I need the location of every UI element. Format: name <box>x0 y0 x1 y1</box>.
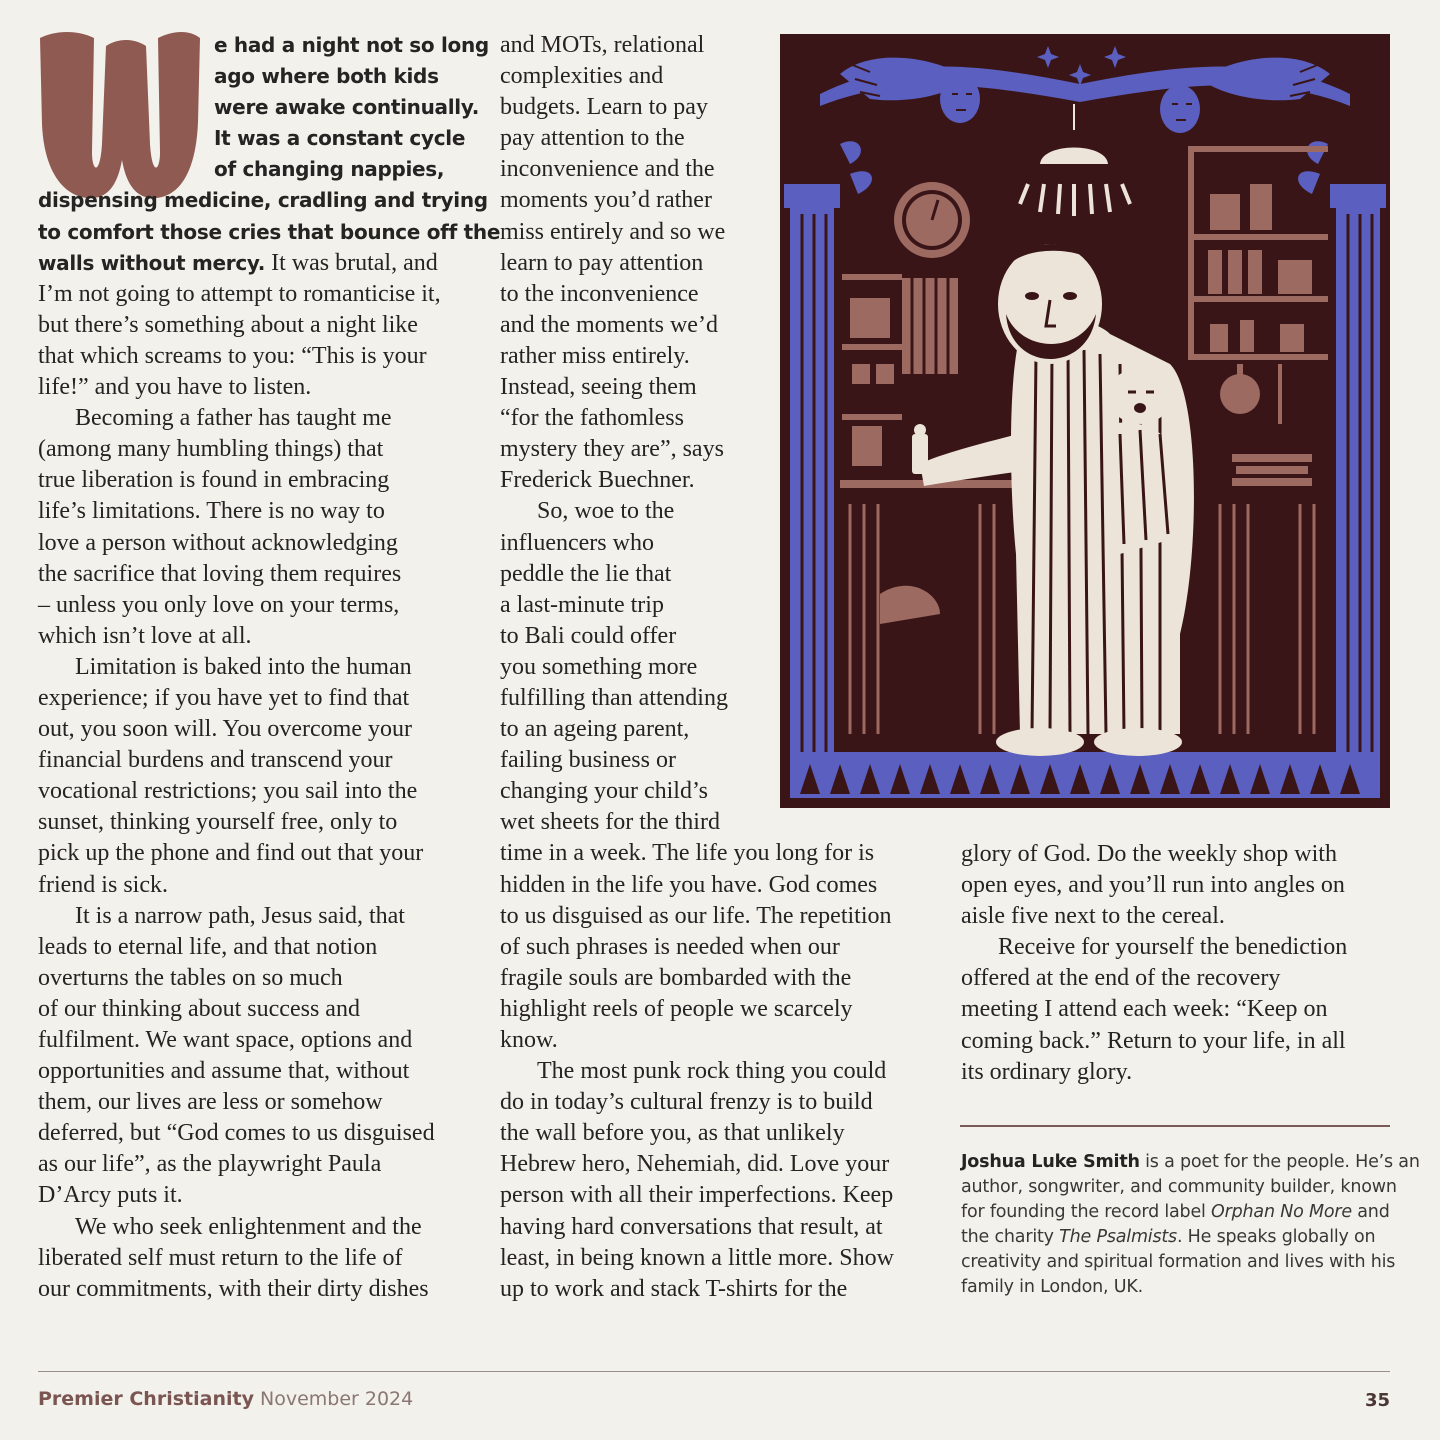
text-line: least, in being known a little more. Show <box>500 1244 894 1271</box>
text-line: to comfort those cries that bounce off the <box>38 219 501 244</box>
charity-name: The Psalmists <box>1059 1227 1177 1247</box>
bio-line: creativity and spiritual formation and lives with his <box>961 1252 1396 1272</box>
text-line: life!” and you have to listen. <box>38 374 312 401</box>
text-line: It is a narrow path, Jesus said, that <box>75 902 405 929</box>
text-line: to the inconvenience <box>500 280 699 307</box>
text-line: to us disguised as our life. The repetition <box>500 902 892 929</box>
text-line: e had a night not so long <box>214 33 489 57</box>
text-line: leads to eternal life, and that notion <box>38 933 378 960</box>
text-line: sunset, thinking yourself free, only to <box>38 809 398 836</box>
text-line: ago where both kids <box>214 64 439 89</box>
text-line: miss entirely and so we <box>500 218 726 245</box>
text-line: pick up the phone and find out that your <box>38 840 424 867</box>
text-line: to Bali could offer <box>500 622 677 649</box>
text-line: I’m not going to attempt to romanticise it, <box>38 280 441 307</box>
text-line: but there’s something about a night like <box>38 311 418 338</box>
author-name: Joshua Luke Smith <box>961 1152 1140 1172</box>
bio-line: author, songwriter, and community builder, known <box>961 1177 1397 1197</box>
bio-line: for founding the record label Orphan No More and <box>961 1202 1390 1222</box>
text-line: learn to pay attention <box>500 249 704 276</box>
text-line: and the moments we’d <box>500 311 718 338</box>
text-line: failing business or <box>500 747 676 774</box>
text-line: Instead, seeing them <box>500 374 697 401</box>
text-line: changing your child’s <box>500 778 708 805</box>
text-line: Receive for yourself the benediction <box>998 934 1348 961</box>
bio-line: the charity The Psalmists. He speaks globally on <box>961 1227 1376 1247</box>
text-line: glory of God. Do the weekly shop with <box>961 841 1337 867</box>
bio-line: family in London, UK. <box>961 1277 1144 1297</box>
text-line: Hebrew hero, Nehemiah, did. Love your <box>500 1151 890 1178</box>
text-line: love a person without acknowledging <box>38 529 398 556</box>
text-line: having hard conversations that result, at <box>500 1213 883 1240</box>
footer-divider <box>38 1371 1390 1372</box>
text-line: mystery they are”, says <box>500 436 724 463</box>
text-line: Frederick Buechner. <box>500 467 695 494</box>
text-line: wet sheets for the third <box>500 809 720 836</box>
text-line: budgets. Learn to pay <box>500 94 708 121</box>
text-line: the sacrifice that loving them requires <box>38 560 402 587</box>
text-line: person with all their imperfections. Keep <box>500 1182 894 1209</box>
text-line: Becoming a father has taught me <box>75 405 392 432</box>
text-line: aisle five next to the cereal. <box>961 903 1225 930</box>
text-line: inconvenience and the <box>500 156 715 183</box>
text-line: experience; if you have yet to find that <box>38 684 410 711</box>
text-line: coming back.” Return to your life, in all <box>961 1027 1346 1054</box>
text-line: true liberation is found in embracing <box>38 467 390 494</box>
text-line: of such phrases is needed when our <box>500 933 840 960</box>
text-line: vocational restrictions; you sail into the <box>38 778 418 805</box>
text-line: and MOTs, relational <box>500 32 705 58</box>
text-line: life’s limitations. There is no way to <box>38 498 385 525</box>
text-line: The most punk rock thing you could <box>537 1058 887 1085</box>
text-line: you something more <box>500 653 698 680</box>
text-line: of changing nappies, <box>214 157 445 182</box>
text-line: – unless you only love on your terms, <box>38 591 400 618</box>
article-column-1 <box>38 30 501 1305</box>
text-line: It was a constant cycle <box>214 126 466 151</box>
text-line: as our life”, as the playwright Paula <box>38 1151 382 1178</box>
text-line: the wall before you, as that unlikely <box>500 1120 845 1147</box>
text-line: liberated self must return to the life of <box>38 1244 403 1271</box>
bio-line: Joshua Luke Smith is a poet for the people. He’s an <box>961 1152 1420 1172</box>
text-line: pay attention to the <box>500 125 685 152</box>
issue-date: November 2024 <box>260 1388 414 1410</box>
text-line: time in a week. The life you long for is <box>500 840 875 867</box>
text-line: highlight reels of people we scarcely <box>500 995 853 1022</box>
text-line: So, woe to the <box>537 498 675 525</box>
text-line: meeting I attend each week: “Keep on <box>961 996 1328 1023</box>
text-line: deferred, but “God comes to us disguised <box>38 1120 435 1147</box>
footer-publication <box>38 1388 413 1410</box>
text-line: do in today’s cultural frenzy is to build <box>500 1089 873 1116</box>
text-line: (among many humbling things) that <box>38 436 384 463</box>
text-line: overturns the tables on so much <box>38 964 343 991</box>
text-line: rather miss entirely. <box>500 342 690 369</box>
text-line: fulfilment. We want space, options and <box>38 1027 413 1053</box>
text-line: friend is sick. <box>38 871 168 898</box>
text-line: peddle the lie that <box>500 560 672 587</box>
bio-divider <box>960 1125 1390 1127</box>
text-line: out, you soon will. You overcome your <box>38 716 412 743</box>
text-line: dispensing medicine, cradling and trying <box>38 188 488 213</box>
text-line: financial burdens and transcend your <box>38 747 393 774</box>
text-line: open eyes, and you’ll run into angles on <box>961 872 1345 899</box>
text-line: walls without mercy. It was brutal, and <box>38 249 438 276</box>
text-line: offered at the end of the recovery <box>961 965 1281 992</box>
text-line: a last-minute trip <box>500 591 664 618</box>
text-line: to an ageing parent, <box>500 716 690 743</box>
text-line: “for the fathomless <box>500 405 684 432</box>
text-line: Limitation is baked into the human <box>75 653 412 680</box>
publication-name: Premier Christianity <box>38 1388 254 1410</box>
record-label-name: Orphan No More <box>1211 1202 1352 1222</box>
text-line: our commitments, with their dirty dishes <box>38 1275 429 1302</box>
text-line: moments you’d rather <box>500 187 712 214</box>
text-line: know. <box>500 1027 558 1053</box>
page-number: 35 <box>1364 1390 1390 1411</box>
clock-icon <box>894 182 970 258</box>
text-line: fragile souls are bombarded with the <box>500 964 852 991</box>
text-line: which isn’t love at all. <box>38 622 252 649</box>
text-line: of our thinking about success and <box>38 995 360 1022</box>
text-line: up to work and stack T-shirts for the <box>500 1275 848 1302</box>
illustration-father-holding-baby <box>780 34 1390 808</box>
text-line: influencers who <box>500 529 654 556</box>
text-line: were awake continually. <box>214 95 480 120</box>
author-bio <box>961 1150 1420 1300</box>
text-line: that which screams to you: “This is your <box>38 342 427 369</box>
text-line: D’Arcy puts it. <box>38 1182 183 1209</box>
article-column-3 <box>961 839 1391 1088</box>
text-line: We who seek enlightenment and the <box>75 1213 422 1240</box>
text-line: opportunities and assume that, without <box>38 1058 410 1085</box>
text-line: its ordinary glory. <box>961 1058 1133 1085</box>
text-line: fulfilling than attending <box>500 684 728 711</box>
text-line: complexities and <box>500 63 664 90</box>
text-line: them, our lives are less or somehow <box>38 1089 383 1116</box>
text-line: hidden in the life you have. God comes <box>500 871 878 898</box>
